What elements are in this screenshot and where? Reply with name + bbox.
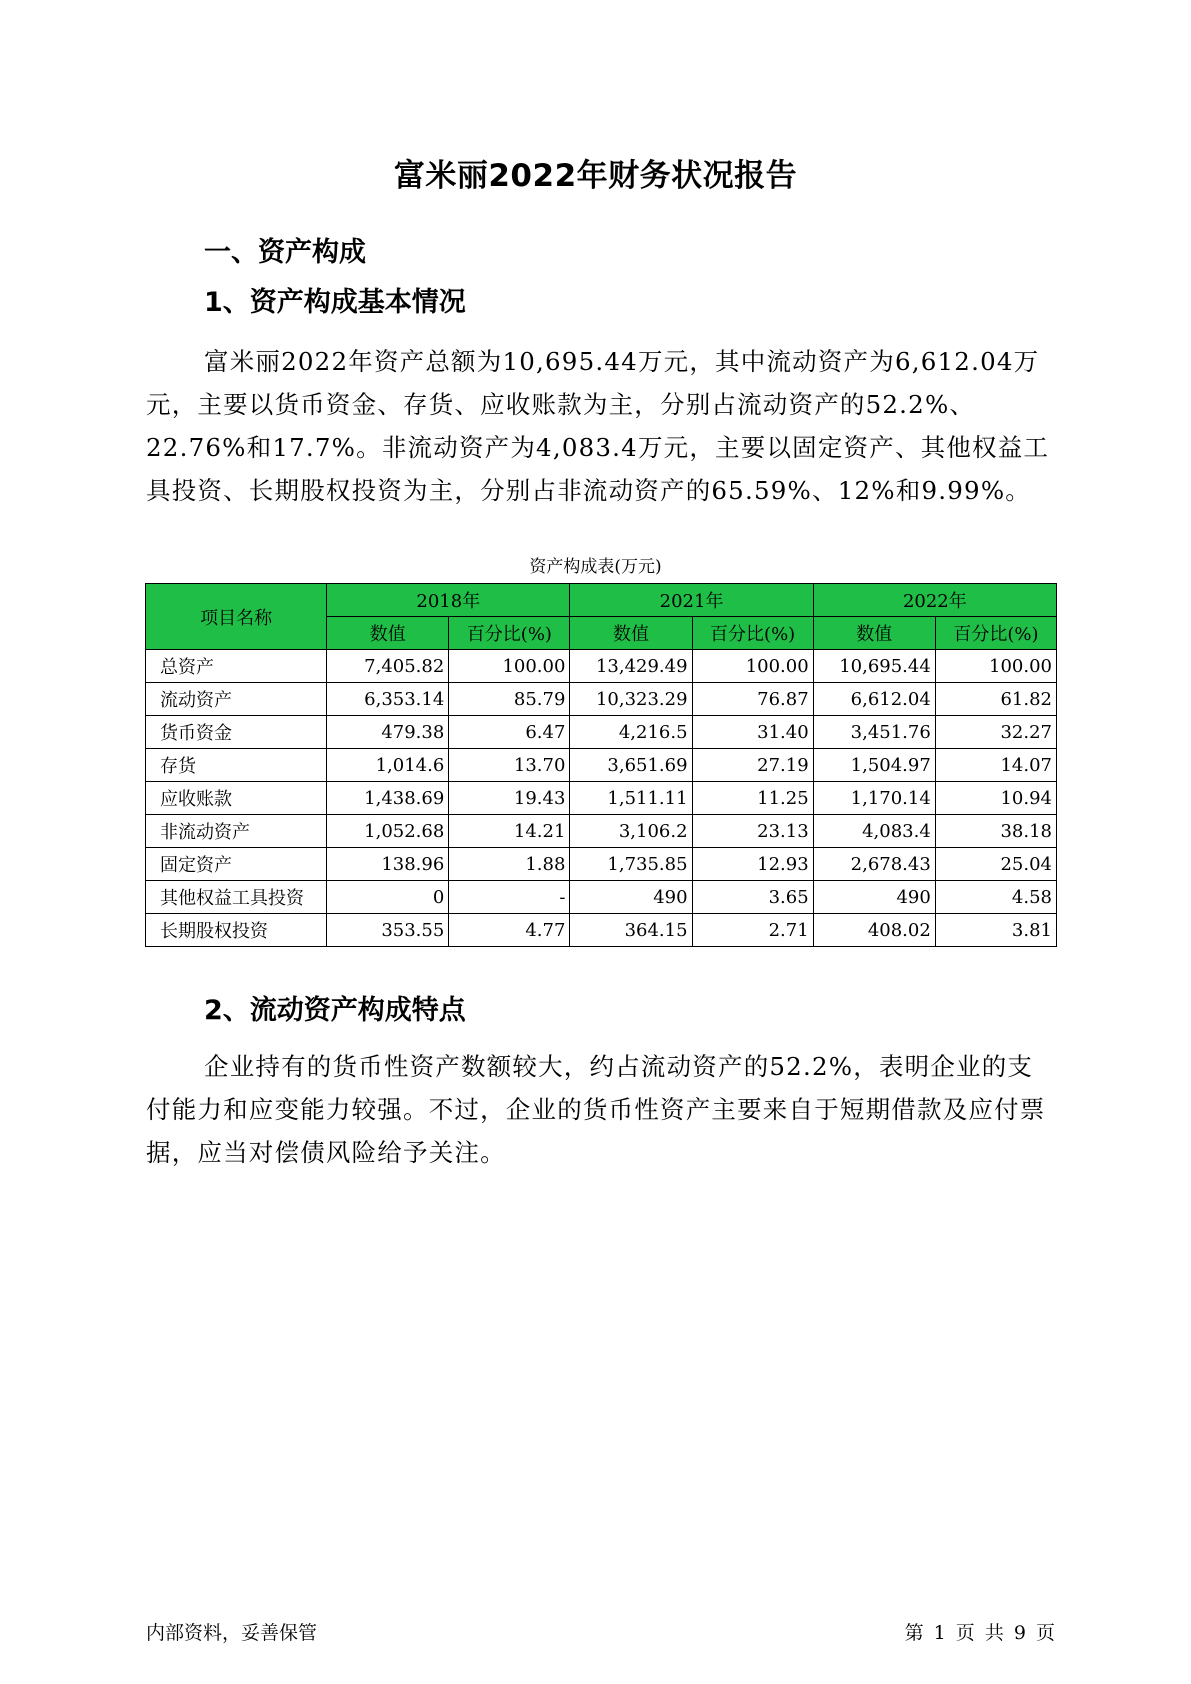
value-cell: 364.15 xyxy=(570,914,692,947)
percent-cell: 38.18 xyxy=(935,815,1056,848)
subsection-heading-current-assets: 2、流动资产构成特点 xyxy=(204,995,466,1026)
percent-cell: - xyxy=(449,881,570,914)
value-cell: 6,353.14 xyxy=(327,683,449,716)
percent-cell: 100.00 xyxy=(449,650,570,683)
value-cell: 479.38 xyxy=(327,716,449,749)
row-label: 总资产 xyxy=(146,650,327,683)
percent-cell: 25.04 xyxy=(935,848,1056,881)
value-cell: 2,678.43 xyxy=(813,848,935,881)
percent-cell: 76.87 xyxy=(692,683,813,716)
value-cell: 1,438.69 xyxy=(327,782,449,815)
header-value: 数值 xyxy=(570,617,692,650)
value-cell: 353.55 xyxy=(327,914,449,947)
header-item-name: 项目名称 xyxy=(146,584,327,650)
percent-cell: 12.93 xyxy=(692,848,813,881)
paragraph-asset-overview: 富米丽2022年资产总额为10,695.44万元，其中流动资产为6,612.04万元，主要以货币资金、存货、应收账款为主，分别占流动资产的52.2%、22.76%和17.7%。非流动资产为4,083.4万元，主要以固定资产、其他权益工具投资、长期股权投资为主，分别占非流动资产的65.59%、12%和9.99%。 xyxy=(146,347,1050,505)
percent-cell: 1.88 xyxy=(449,848,570,881)
value-cell: 1,170.14 xyxy=(813,782,935,815)
table-row xyxy=(146,914,1057,947)
row-label: 非流动资产 xyxy=(146,815,327,848)
footer-confidential-note: 内部资料，妥善保管 xyxy=(146,1622,318,1644)
percent-cell: 23.13 xyxy=(692,815,813,848)
row-label: 应收账款 xyxy=(146,782,327,815)
percent-cell: 4.77 xyxy=(449,914,570,947)
table-row xyxy=(146,716,1057,749)
percent-cell: 2.71 xyxy=(692,914,813,947)
section-heading-asset-composition: 一、资产构成 xyxy=(204,237,366,268)
value-cell: 10,695.44 xyxy=(813,650,935,683)
percent-cell: 100.00 xyxy=(692,650,813,683)
page-title: 富米丽2022年财务状况报告 xyxy=(393,158,798,194)
value-cell: 1,504.97 xyxy=(813,749,935,782)
header-value: 数值 xyxy=(813,617,935,650)
value-cell: 3,651.69 xyxy=(570,749,692,782)
value-cell: 408.02 xyxy=(813,914,935,947)
row-label: 长期股权投资 xyxy=(146,914,327,947)
header-year-2022: 2022年 xyxy=(813,584,1056,617)
value-cell: 1,014.6 xyxy=(327,749,449,782)
percent-cell: 3.65 xyxy=(692,881,813,914)
row-label: 流动资产 xyxy=(146,683,327,716)
value-cell: 490 xyxy=(570,881,692,914)
percent-cell: 14.21 xyxy=(449,815,570,848)
value-cell: 1,052.68 xyxy=(327,815,449,848)
percent-cell: 27.19 xyxy=(692,749,813,782)
paragraph-current-assets: 企业持有的货币性资产数额较大，约占流动资产的52.2%，表明企业的支付能力和应变能力较强。不过，企业的货币性资产主要来自于短期借款及应付票据，应当对偿债风险给予关注。 xyxy=(146,1052,1046,1167)
header-year-2018: 2018年 xyxy=(327,584,570,617)
value-cell: 1,511.11 xyxy=(570,782,692,815)
percent-cell: 4.58 xyxy=(935,881,1056,914)
percent-cell: 61.82 xyxy=(935,683,1056,716)
header-percent: 百分比(%) xyxy=(449,617,570,650)
percent-cell: 11.25 xyxy=(692,782,813,815)
percent-cell: 32.27 xyxy=(935,716,1056,749)
table-row xyxy=(146,815,1057,848)
row-label: 货币资金 xyxy=(146,716,327,749)
percent-cell: 3.81 xyxy=(935,914,1056,947)
value-cell: 6,612.04 xyxy=(813,683,935,716)
percent-cell: 6.47 xyxy=(449,716,570,749)
percent-cell: 10.94 xyxy=(935,782,1056,815)
table-caption: 资产构成表(万元) xyxy=(529,557,662,577)
value-cell: 7,405.82 xyxy=(327,650,449,683)
table-row xyxy=(146,650,1057,683)
value-cell: 490 xyxy=(813,881,935,914)
value-cell: 0 xyxy=(327,881,449,914)
percent-cell: 19.43 xyxy=(449,782,570,815)
value-cell: 13,429.49 xyxy=(570,650,692,683)
percent-cell: 85.79 xyxy=(449,683,570,716)
percent-cell: 100.00 xyxy=(935,650,1056,683)
row-label: 固定资产 xyxy=(146,848,327,881)
value-cell: 4,083.4 xyxy=(813,815,935,848)
value-cell: 138.96 xyxy=(327,848,449,881)
asset-composition-table xyxy=(145,583,1057,947)
percent-cell: 14.07 xyxy=(935,749,1056,782)
table-row xyxy=(146,881,1057,914)
row-label: 其他权益工具投资 xyxy=(146,881,327,914)
value-cell: 1,735.85 xyxy=(570,848,692,881)
header-percent: 百分比(%) xyxy=(692,617,813,650)
table-row xyxy=(146,782,1057,815)
value-cell: 3,106.2 xyxy=(570,815,692,848)
table-row xyxy=(146,683,1057,716)
table-row xyxy=(146,749,1057,782)
percent-cell: 31.40 xyxy=(692,716,813,749)
value-cell: 4,216.5 xyxy=(570,716,692,749)
value-cell: 3,451.76 xyxy=(813,716,935,749)
table-row xyxy=(146,848,1057,881)
value-cell: 10,323.29 xyxy=(570,683,692,716)
header-year-2021: 2021年 xyxy=(570,584,813,617)
subsection-heading-basic: 1、资产构成基本情况 xyxy=(204,287,466,318)
row-label: 存货 xyxy=(146,749,327,782)
footer-page-number: 第 1 页 共 9 页 xyxy=(904,1622,1055,1644)
header-percent: 百分比(%) xyxy=(935,617,1056,650)
table-body xyxy=(146,650,1057,947)
header-value: 数值 xyxy=(327,617,449,650)
percent-cell: 13.70 xyxy=(449,749,570,782)
